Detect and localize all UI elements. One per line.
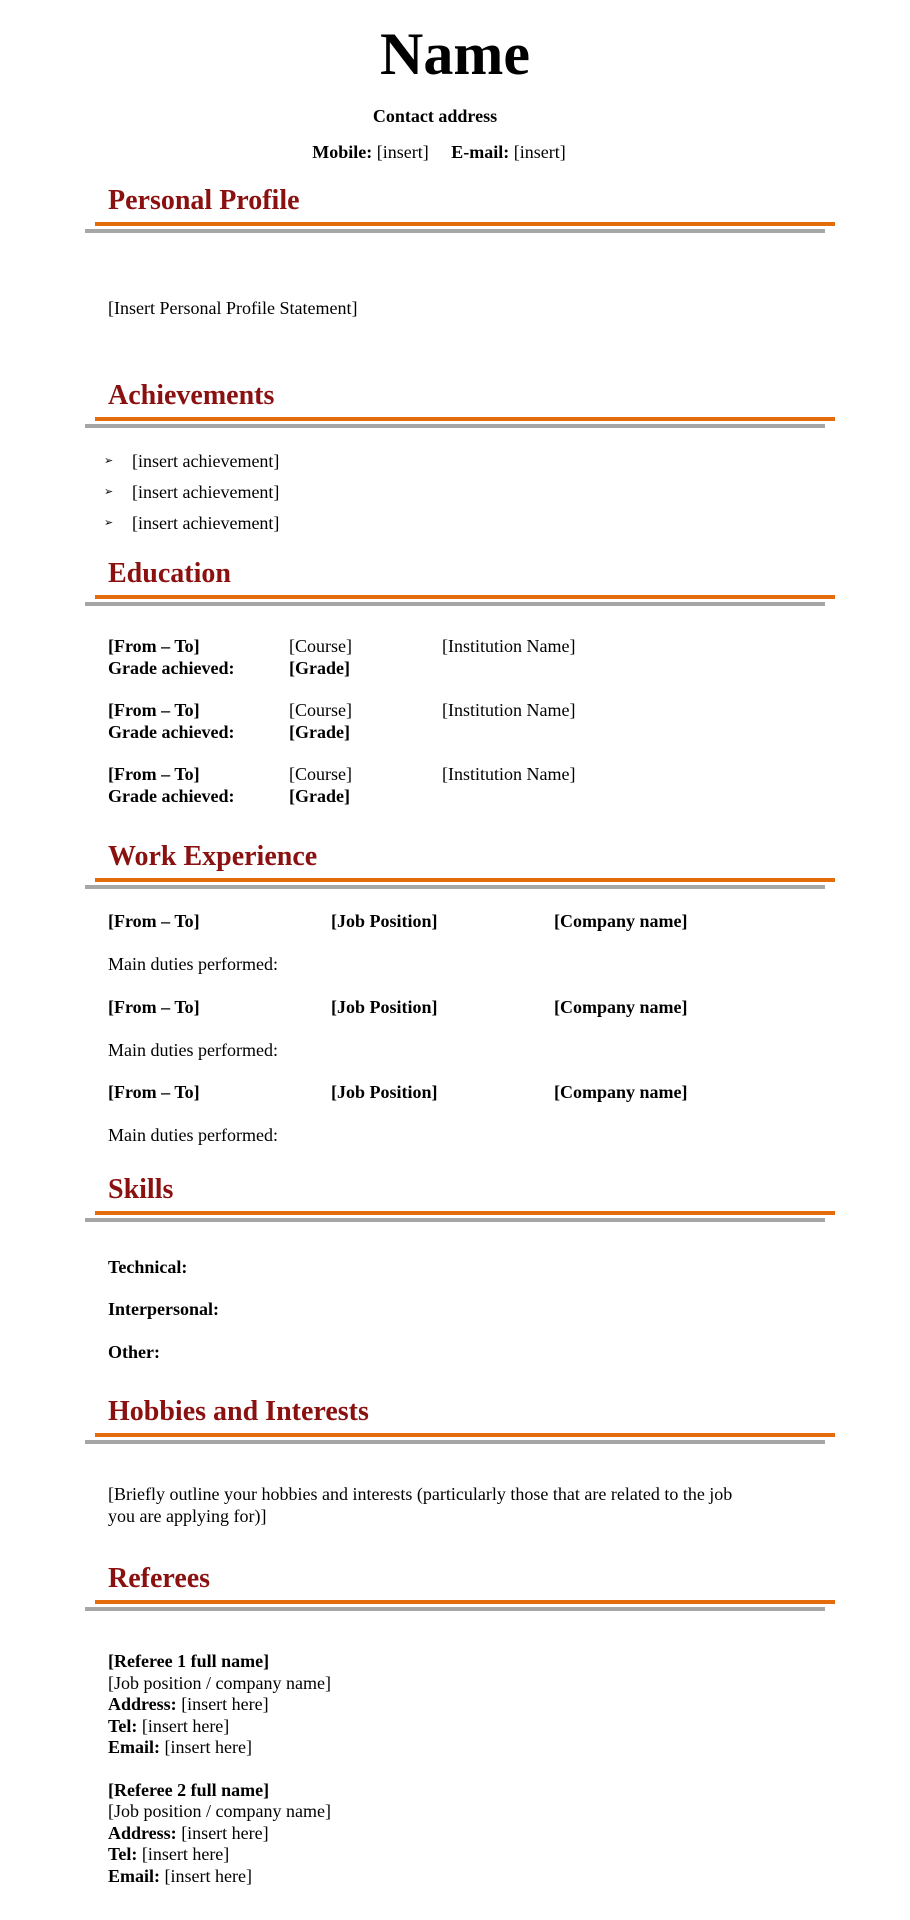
section-title: Education: [108, 558, 231, 589]
education-institution: [Institution Name]: [442, 764, 576, 784]
referee-email-label: Email:: [108, 1737, 160, 1757]
work-dates: [From – To]: [108, 911, 200, 931]
section-education: [0, 557, 910, 617]
skills-other: Other:: [108, 1342, 160, 1362]
referee-position: [Job position / company name]: [108, 1673, 331, 1693]
orange-rule: [95, 595, 835, 599]
gray-rule: [85, 1218, 825, 1222]
work-position: [Job Position]: [331, 997, 438, 1017]
orange-rule: [95, 222, 835, 226]
gray-rule: [85, 229, 825, 233]
work-company: [Company name]: [554, 997, 688, 1017]
contact-line: [0, 142, 878, 163]
work-company: [Company name]: [554, 911, 688, 931]
orange-rule: [95, 417, 835, 421]
referee-email: [108, 1737, 252, 1758]
referee-address: [108, 1823, 269, 1844]
education-grade: [Grade]: [289, 786, 350, 806]
education-course: [Course]: [289, 764, 352, 784]
section-skills: [0, 1173, 910, 1233]
orange-rule: [95, 1211, 835, 1215]
referee-email-label: Email:: [108, 1866, 160, 1886]
referee-email: [108, 1866, 252, 1887]
work-duties: Main duties performed:: [108, 954, 278, 974]
referee-tel-value: [insert here]: [141, 1716, 230, 1736]
gray-rule: [85, 885, 825, 889]
referee-address-value: [insert here]: [181, 1694, 269, 1714]
education-dates: [From – To]: [108, 764, 200, 784]
achievement-item: [insert achievement]: [132, 451, 280, 471]
resume-name: Name: [380, 21, 530, 87]
education-grade: [Grade]: [289, 722, 350, 742]
work-position: [Job Position]: [331, 1082, 438, 1102]
email-value: [insert]: [513, 142, 566, 162]
section-achievements: [0, 379, 910, 439]
achievement-item: [insert achievement]: [132, 513, 280, 533]
section-title: Personal Profile: [108, 185, 300, 216]
section-title: Work Experience: [108, 841, 318, 872]
bullet-icon: ➢: [104, 486, 114, 498]
referee-position: [Job position / company name]: [108, 1801, 331, 1821]
skills-interpersonal: Interpersonal:: [108, 1299, 219, 1319]
hobbies-line: you are applying for)]: [108, 1506, 267, 1526]
section-title: Referees: [108, 1563, 211, 1594]
email-label: E-mail:: [451, 142, 510, 162]
referee-name: [Referee 1 full name]: [108, 1651, 270, 1671]
section-title: Skills: [108, 1174, 174, 1205]
work-duties: Main duties performed:: [108, 1125, 278, 1145]
education-grade-label: Grade achieved:: [108, 722, 235, 742]
section-referees: [0, 1562, 910, 1622]
education-dates: [From – To]: [108, 700, 200, 720]
gray-rule: [85, 1440, 825, 1444]
mobile-label: Mobile:: [312, 142, 373, 162]
profile-statement: [Insert Personal Profile Statement]: [108, 298, 358, 318]
section-work-experience: [0, 840, 910, 900]
contact-address: Contact address: [372, 106, 498, 126]
bullet-icon: ➢: [104, 517, 114, 529]
skills-technical: Technical:: [108, 1257, 188, 1277]
education-institution: [Institution Name]: [442, 636, 576, 656]
work-dates: [From – To]: [108, 997, 200, 1017]
work-company: [Company name]: [554, 1082, 688, 1102]
referee-address: [108, 1694, 269, 1715]
orange-rule: [95, 878, 835, 882]
referee-address-value: [insert here]: [181, 1823, 269, 1843]
hobbies-line: [Briefly outline your hobbies and interests (particularly those that are related to the job: [108, 1484, 733, 1504]
orange-rule: [95, 1600, 835, 1604]
section-personal-profile: [0, 184, 910, 244]
mobile-value: [insert]: [376, 142, 429, 162]
referee-address-label: Address:: [108, 1694, 177, 1714]
work-duties: Main duties performed:: [108, 1040, 278, 1060]
education-course: [Course]: [289, 636, 352, 656]
education-grade-label: Grade achieved:: [108, 658, 235, 678]
referee-tel: [108, 1844, 229, 1865]
section-hobbies: [0, 1395, 910, 1455]
education-course: [Course]: [289, 700, 352, 720]
education-grade: [Grade]: [289, 658, 350, 678]
referee-name: [Referee 2 full name]: [108, 1780, 270, 1800]
orange-rule: [95, 1433, 835, 1437]
section-title: Achievements: [108, 380, 275, 411]
referee-tel: [108, 1716, 229, 1737]
education-dates: [From – To]: [108, 636, 200, 656]
referee-email-value: [insert here]: [164, 1866, 252, 1886]
referee-email-value: [insert here]: [164, 1737, 252, 1757]
education-grade-label: Grade achieved:: [108, 786, 235, 806]
gray-rule: [85, 1607, 825, 1611]
referee-tel-value: [insert here]: [141, 1844, 230, 1864]
referee-tel-label: Tel:: [108, 1844, 138, 1864]
referee-tel-label: Tel:: [108, 1716, 138, 1736]
achievement-item: [insert achievement]: [132, 482, 280, 502]
work-position: [Job Position]: [331, 911, 438, 931]
work-dates: [From – To]: [108, 1082, 200, 1102]
bullet-icon: ➢: [104, 455, 114, 467]
gray-rule: [85, 424, 825, 428]
section-title: Hobbies and Interests: [108, 1396, 369, 1427]
referee-address-label: Address:: [108, 1823, 177, 1843]
education-institution: [Institution Name]: [442, 700, 576, 720]
gray-rule: [85, 602, 825, 606]
